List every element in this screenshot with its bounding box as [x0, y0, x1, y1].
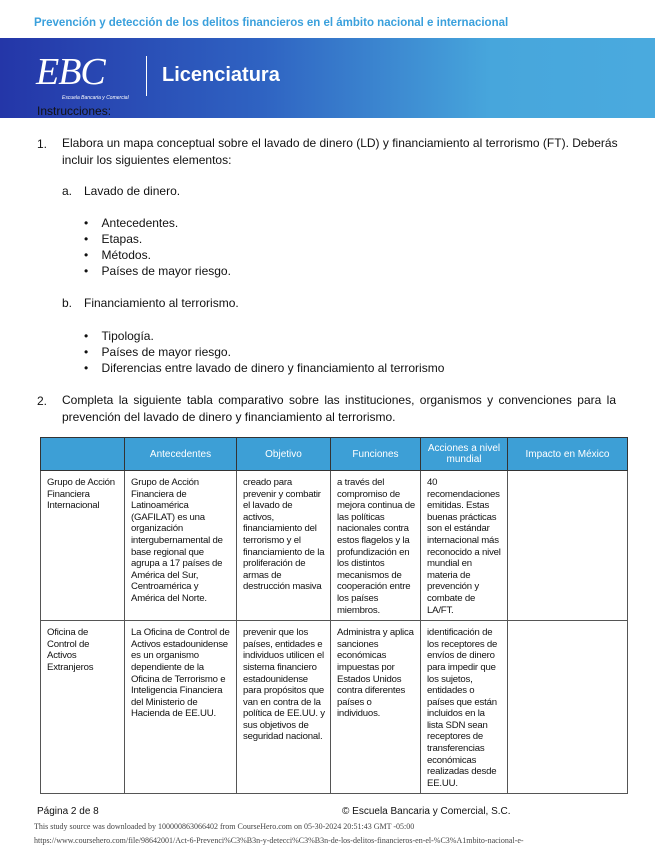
sub-text: Financiamiento al terrorismo. — [84, 296, 239, 310]
bullet-item: • Diferencias entre lavado de dinero y financiamiento al terrorismo — [84, 361, 445, 375]
item-number: 2. — [37, 394, 48, 408]
copyright: © Escuela Bancaria y Comercial, S.C. — [342, 806, 511, 817]
table-cell: Oficina de Control de Activos Extranjeros — [41, 621, 125, 794]
ebc-logo: EBC — [36, 51, 105, 93]
table-cell: La Oficina de Control de Activos estadounidense es un organismo dependiente de la Oficina de Terrorismo e Inteligencia Financiera del Ministerio de Hacienda de EE.UU. — [125, 621, 237, 794]
header-divider — [146, 56, 147, 96]
watermark-text: This study source was downloaded by 100000863066402 from CourseHero.com on 05-30-2024 20:51:43 GMT -05:00 — [34, 822, 415, 831]
sub-text: Lavado de dinero. — [84, 184, 181, 198]
instructions-label: Instrucciones: — [37, 104, 112, 118]
page-number: Página 2 de 8 — [37, 806, 99, 817]
table-cell — [508, 471, 628, 621]
bullet-item: • Antecedentes. — [84, 216, 179, 230]
table-row — [41, 621, 628, 794]
header-cell: Objetivo — [237, 438, 331, 471]
bullet-item: • Métodos. — [84, 248, 151, 262]
table-cell: prevenir que los países, entidades e individuos utilicen el sistema financiero estadounidense para propósitos que van en contra de la política de EE.UU. y sus objetivos de seguridad nacional. — [237, 621, 331, 794]
item-text: Elabora un mapa conceptual sobre el lavado de dinero (LD) y financiamiento al terrorismo (FT). Deberás incluir los siguientes elementos: — [62, 136, 618, 167]
table-cell: creado para prevenir y combatir el lavado de activos, financiamiento del terrorismo y el financiamiento de la proliferación de armas de destrucción masiva — [237, 471, 331, 621]
table-row — [41, 471, 628, 621]
comparison-table — [40, 437, 628, 794]
table-cell: a través del compromiso de mejora continua de las políticas nacionales contra estos flagelos y la profundización en los distintos mecanismos de cooperación entre los países miembros. — [331, 471, 421, 621]
sub-letter: a. — [62, 184, 73, 198]
header-cell: Funciones — [331, 438, 421, 471]
sub-letter: b. — [62, 296, 73, 310]
header-cell: Antecedentes — [125, 438, 237, 471]
bullet-item: • Países de mayor riesgo. — [84, 345, 231, 359]
bullet-item: • Países de mayor riesgo. — [84, 264, 231, 278]
table-cell: Grupo de Acción Financiera Internacional — [41, 471, 125, 621]
logo-subtitle: Escuela Bancaria y Comercial — [62, 95, 129, 101]
table-header-row — [41, 438, 628, 471]
table-cell: Grupo de Acción Financiera de Latinoamérica (GAFILAT) es una organización intergubernamental de base regional que agrupa a 17 países de América del Sur, Centroamérica y América del Norte. — [125, 471, 237, 621]
header-cell — [41, 438, 125, 471]
header-cell: Acciones a nivel mundial — [421, 438, 508, 471]
item-number: 1. — [37, 137, 48, 151]
program-label: Licenciatura — [162, 64, 280, 86]
watermark-url: https://www.coursehero.com/file/98642001/Act-6-Prevenci%C3%B3n-y-detecci%C3%B3n-de-los-delitos-financieros-en-el-%C3%A1mbito-nacional-e- — [34, 836, 524, 845]
table-cell — [508, 621, 628, 794]
item-text: Completa la siguiente tabla comparativo sobre las instituciones, organismos y convenciones para la prevención del lavado de dinero y financiamiento al terrorismo. — [62, 393, 616, 424]
document-title: Prevención y detección de los delitos financieros en el ámbito nacional e internacional — [34, 17, 509, 29]
table-cell: identificación de los receptores de envíos de dinero para impedir que los sujetos, entidades o países que están incluidos en la lista SDN sean receptores de transferencias económicas realizadas desde EE.UU. — [421, 621, 508, 794]
table-cell: Administra y aplica sanciones económicas impuestas por Estados Unidos contra diferentes países o individuos. — [331, 621, 421, 794]
table-cell: 40 recomendaciones emitidas. Estas buenas prácticas son el estándar internacional más reconocido a nivel mundial en materia de prevención y combate de LA/FT. — [421, 471, 508, 621]
header-cell: Impacto en México — [508, 438, 628, 471]
bullet-item: • Tipología. — [84, 329, 154, 343]
bullet-item: • Etapas. — [84, 232, 143, 246]
